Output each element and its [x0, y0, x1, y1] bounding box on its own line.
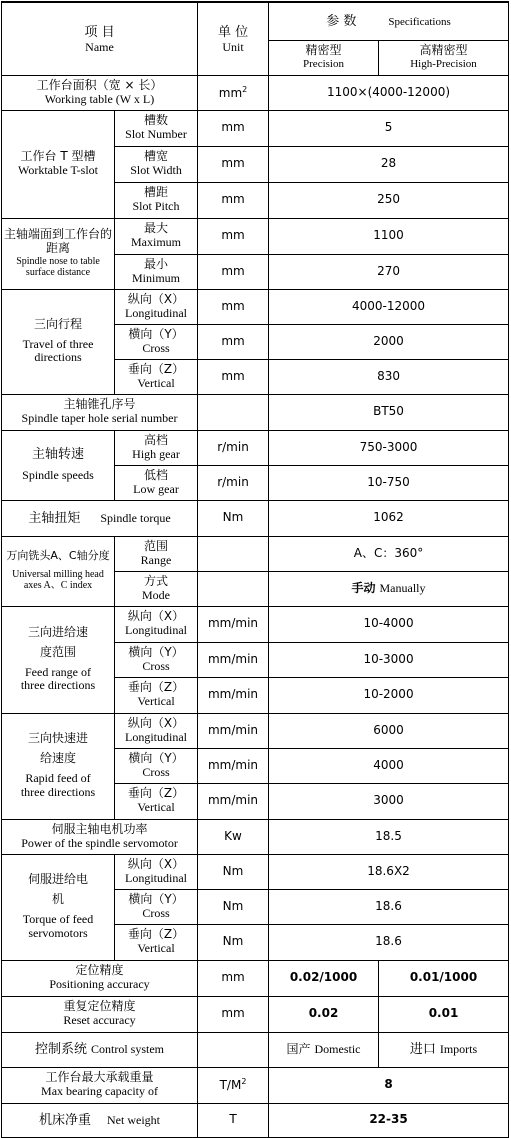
tslot-en: Worktable T-slot — [17, 163, 99, 177]
control-precision-cn: 国产 — [286, 1042, 311, 1057]
slot-number-en: Slot Number — [125, 127, 187, 141]
nose-max-en: Maximum — [131, 235, 181, 249]
feed-long-label — [115, 606, 198, 642]
rapid-label — [2, 713, 115, 819]
servo-cn2: 机 — [51, 892, 64, 907]
speed-low-value: 10-750 — [269, 465, 509, 500]
control-en: Control system — [91, 1042, 165, 1057]
working-table-cn: 工作台面积（宽 × 长） — [36, 77, 163, 92]
travel-long-en: Longitudinal — [125, 305, 187, 320]
bearing-unit-text: T/M — [219, 1078, 242, 1093]
row-nose-max — [2, 218, 509, 254]
servo-vert-label — [115, 924, 198, 960]
row-working-table — [2, 75, 509, 110]
row-control — [2, 1032, 509, 1067]
nose-min-cn: 最小 — [144, 256, 169, 271]
rapid-cross-cn: 横向（Y） — [128, 750, 184, 765]
rapid-vert-en: Vertical — [137, 800, 175, 814]
header-precision-en: Precision — [303, 58, 344, 71]
feed-cross-cn: 横向（Y） — [128, 644, 184, 659]
header-high-en: High-Precision — [410, 58, 477, 71]
row-travel-long — [2, 289, 509, 324]
servo-long-en: Longitudinal — [125, 870, 187, 885]
bearing-label — [2, 1067, 198, 1103]
speed-high-cn: 高档 — [144, 432, 169, 447]
positioning-precision-value: 0.02/1000 — [269, 960, 379, 996]
weight-value: 22-35 — [269, 1103, 509, 1137]
header-high-precision — [379, 40, 509, 75]
speed-low-cn: 低档 — [144, 467, 169, 482]
control-label — [2, 1032, 198, 1067]
nose-en: Spindle nose to table surface distance — [16, 255, 100, 279]
header-param-cn: 参 数 — [326, 14, 357, 30]
header-name-en: Name — [85, 40, 114, 55]
rapid-cross-label — [115, 748, 198, 783]
weight-cn: 机床净重 — [39, 1112, 92, 1128]
slot-width-value: 28 — [269, 146, 509, 182]
positioning-en: Positioning accuracy — [49, 977, 150, 991]
feed-vert-label — [115, 677, 198, 713]
nose-max-value: 1100 — [269, 218, 509, 254]
row-spindle-torque — [2, 500, 509, 536]
travel-cross-value: 2000 — [269, 324, 509, 359]
power-en: Power of the spindle servomotor — [21, 835, 178, 850]
index-range-label — [115, 536, 198, 571]
taper-label — [2, 394, 198, 430]
travel-cross-unit: mm — [198, 324, 269, 359]
reset-cn: 重复定位精度 — [63, 999, 136, 1014]
row-index-range — [2, 536, 509, 571]
speed-cn: 主轴转速 — [31, 446, 84, 462]
header-high-cn: 高精密型 — [419, 43, 468, 58]
rapid-cn2: 给速度 — [39, 751, 76, 766]
slot-pitch-value: 250 — [269, 182, 509, 218]
travel-cross-en: Cross — [142, 340, 170, 355]
taper-en: Spindle taper hole serial number — [21, 411, 178, 425]
feed-cross-unit: mm/min — [198, 642, 269, 677]
bearing-value: 8 — [269, 1067, 509, 1103]
header-unit — [198, 2, 269, 75]
rapid-long-value: 6000 — [269, 713, 509, 748]
feed-long-value: 10-4000 — [269, 606, 509, 642]
servo-vert-en: Vertical — [137, 941, 175, 955]
speed-low-en: Low gear — [133, 481, 179, 496]
bearing-en: Max bearing capacity of — [41, 1084, 158, 1098]
nose-cn: 主轴端面到工作台的距离 — [4, 227, 113, 255]
reset-en: Reset accuracy — [63, 1013, 136, 1027]
reset-unit: mm — [198, 996, 269, 1032]
servo-vert-cn: 垂向（Z） — [127, 927, 185, 942]
slot-pitch-unit: mm — [198, 182, 269, 218]
travel-vert-value: 830 — [269, 359, 509, 394]
control-high-value — [379, 1032, 509, 1067]
tslot-label — [2, 110, 115, 218]
weight-en: Net weight — [107, 1112, 161, 1127]
control-high-en: Imports — [439, 1042, 478, 1057]
nose-min-label — [115, 254, 198, 289]
nose-label — [2, 218, 115, 289]
reset-high-value: 0.01 — [379, 996, 509, 1032]
travel-vert-cn: 垂向（Z） — [127, 361, 185, 376]
speed-high-value: 750-3000 — [269, 430, 509, 465]
index-range-value: A、C：360° — [269, 536, 509, 571]
bearing-unit-sup: 2 — [241, 1077, 247, 1087]
rapid-cross-unit: mm/min — [198, 748, 269, 783]
slot-number-cn: 槽数 — [144, 113, 169, 128]
torque-unit: Nm — [198, 500, 269, 536]
speed-label — [2, 430, 115, 500]
index-mode-value — [269, 571, 509, 606]
servo-cross-cn: 横向（Y） — [128, 891, 184, 906]
working-table-label — [2, 75, 198, 110]
rapid-vert-value: 3000 — [269, 783, 509, 819]
working-table-unit-sup: 2 — [242, 84, 248, 94]
feed-long-unit: mm/min — [198, 606, 269, 642]
travel-cross-label — [115, 324, 198, 359]
index-mode-value-en: Manually — [379, 581, 426, 596]
index-mode-value-cn: 手动 — [351, 581, 376, 596]
power-value: 18.5 — [269, 819, 509, 854]
travel-vert-en: Vertical — [137, 375, 175, 390]
tslot-cn: 工作台 T 型槽 — [20, 149, 96, 164]
header-precision-cn: 精密型 — [305, 43, 342, 58]
row-slot-number — [2, 110, 509, 146]
power-cn: 伺服主轴电机功率 — [51, 821, 148, 836]
positioning-cn: 定位精度 — [75, 963, 124, 978]
row-spindle-power — [2, 819, 509, 854]
speed-high-label — [115, 430, 198, 465]
index-range-cn: 范围 — [144, 538, 169, 553]
feed-cn2: 度范围 — [39, 644, 76, 659]
feed-vert-unit: mm/min — [198, 677, 269, 713]
speed-high-en: High gear — [132, 446, 180, 461]
positioning-unit: mm — [198, 960, 269, 996]
taper-unit — [198, 394, 269, 430]
index-cn: 万向铣头A、C轴分度 — [6, 549, 110, 563]
rapid-vert-label — [115, 783, 198, 819]
control-cn: 控制系统 — [34, 1042, 87, 1058]
slot-pitch-label — [115, 182, 198, 218]
working-table-unit — [198, 75, 269, 110]
servo-cn1: 伺服进给电 — [27, 872, 88, 887]
index-range-unit — [198, 536, 269, 571]
servo-cross-label — [115, 889, 198, 924]
row-weight — [2, 1103, 509, 1137]
feed-long-cn: 纵向（X） — [127, 609, 185, 624]
header-specifications — [269, 2, 509, 40]
row-positioning — [2, 960, 509, 996]
row-servo-long — [2, 854, 509, 889]
travel-en: Travel of three directions — [22, 336, 94, 365]
working-table-value: 1100×(4000-12000) — [269, 75, 509, 110]
torque-cn: 主轴扭矩 — [28, 510, 81, 526]
feed-cross-value: 10-3000 — [269, 642, 509, 677]
travel-cn: 三向行程 — [33, 316, 82, 331]
feed-cross-label — [115, 642, 198, 677]
row-rapid-long — [2, 713, 509, 748]
rapid-long-unit: mm/min — [198, 713, 269, 748]
slot-pitch-en: Slot Pitch — [132, 199, 180, 213]
feed-vert-cn: 垂向（Z） — [127, 680, 185, 695]
travel-cross-cn: 横向（Y） — [128, 326, 184, 341]
row-spindle-taper — [2, 394, 509, 430]
travel-long-value: 4000-12000 — [269, 289, 509, 324]
travel-long-label — [115, 289, 198, 324]
index-label — [2, 536, 115, 606]
control-unit — [198, 1032, 269, 1067]
header-name — [2, 2, 198, 75]
nose-max-label — [115, 218, 198, 254]
servo-cross-en: Cross — [142, 905, 170, 920]
servo-vert-value: 18.6 — [269, 924, 509, 960]
feed-cn1: 三向进给速 — [27, 624, 88, 639]
travel-long-unit: mm — [198, 289, 269, 324]
bearing-cn: 工作台最大承载重量 — [45, 1070, 154, 1085]
reset-precision-value: 0.02 — [269, 996, 379, 1032]
bearing-unit — [198, 1067, 269, 1103]
travel-vert-label — [115, 359, 198, 394]
index-range-en: Range — [140, 552, 172, 567]
working-table-en: Working table (W x L) — [44, 91, 155, 106]
feed-cross-en: Cross — [142, 658, 170, 673]
nose-min-unit: mm — [198, 254, 269, 289]
slot-number-value: 5 — [269, 110, 509, 146]
index-mode-unit — [198, 571, 269, 606]
weight-label — [2, 1103, 198, 1137]
taper-value: BT50 — [269, 394, 509, 430]
rapid-vert-unit: mm/min — [198, 783, 269, 819]
speed-low-unit: r/min — [198, 465, 269, 500]
header-unit-cn: 单 位 — [217, 24, 249, 40]
servo-en: Torque of feed servomotors — [22, 912, 94, 940]
nose-min-value: 270 — [269, 254, 509, 289]
positioning-high-value: 0.01/1000 — [379, 960, 509, 996]
rapid-cross-en: Cross — [142, 764, 170, 779]
slot-number-label — [115, 110, 198, 146]
travel-vert-unit: mm — [198, 359, 269, 394]
nose-max-cn: 最大 — [144, 221, 169, 236]
slot-number-unit: mm — [198, 110, 269, 146]
nose-min-en: Minimum — [132, 270, 181, 285]
feed-vert-value: 10-2000 — [269, 677, 509, 713]
slot-pitch-cn: 槽距 — [144, 185, 169, 200]
control-precision-en: Domestic — [314, 1042, 361, 1057]
control-high-cn: 进口 — [409, 1042, 436, 1058]
slot-width-label — [115, 146, 198, 182]
travel-long-cn: 纵向（X） — [127, 291, 185, 306]
row-reset — [2, 996, 509, 1032]
slot-width-unit: mm — [198, 146, 269, 182]
servo-long-unit: Nm — [198, 854, 269, 889]
slot-width-en: Slot Width — [130, 163, 182, 177]
power-unit: Kw — [198, 819, 269, 854]
reset-label — [2, 996, 198, 1032]
feed-label — [2, 606, 115, 713]
rapid-long-cn: 纵向（X） — [127, 715, 185, 730]
servo-cross-value: 18.6 — [269, 889, 509, 924]
servo-label — [2, 854, 115, 960]
power-label — [2, 819, 198, 854]
servo-vert-unit: Nm — [198, 924, 269, 960]
speed-low-label — [115, 465, 198, 500]
taper-cn: 主轴锥孔序号 — [63, 397, 136, 412]
feed-vert-en: Vertical — [137, 694, 175, 708]
torque-value: 1062 — [269, 500, 509, 536]
servo-long-value: 18.6X2 — [269, 854, 509, 889]
control-precision-value — [269, 1032, 379, 1067]
header-row — [2, 2, 509, 40]
row-feed-long — [2, 606, 509, 642]
speed-high-unit: r/min — [198, 430, 269, 465]
speed-en: Spindle speeds — [22, 467, 94, 482]
servo-long-cn: 纵向（X） — [127, 856, 185, 871]
torque-label — [2, 500, 198, 536]
index-en: Universal milling head axes A、C index — [12, 568, 104, 592]
nose-max-unit: mm — [198, 218, 269, 254]
travel-label — [2, 289, 115, 394]
rapid-cn1: 三向快速进 — [27, 731, 88, 746]
rapid-en: Rapid feed of three directions — [20, 771, 96, 799]
index-mode-en: Mode — [142, 587, 170, 602]
header-name-cn: 项 目 — [84, 24, 115, 40]
rapid-cross-value: 4000 — [269, 748, 509, 783]
specification-table — [1, 1, 509, 1138]
header-precision — [269, 40, 379, 75]
working-table-unit-text: mm — [218, 85, 243, 100]
index-mode-label — [115, 571, 198, 606]
row-speed-high — [2, 430, 509, 465]
index-mode-cn: 方式 — [144, 573, 169, 588]
slot-width-cn: 槽宽 — [144, 149, 169, 164]
rapid-vert-cn: 垂向（Z） — [127, 786, 185, 801]
row-bearing — [2, 1067, 509, 1103]
header-param-en: Specifications — [388, 16, 451, 29]
feed-en: Feed range of three directions — [20, 664, 96, 693]
rapid-long-label — [115, 713, 198, 748]
torque-en: Spindle torque — [100, 510, 171, 525]
weight-unit: T — [198, 1103, 269, 1137]
header-unit-en: Unit — [222, 40, 244, 55]
servo-long-label — [115, 854, 198, 889]
rapid-long-en: Longitudinal — [125, 729, 187, 744]
servo-cross-unit: Nm — [198, 889, 269, 924]
feed-long-en: Longitudinal — [125, 623, 187, 637]
positioning-label — [2, 960, 198, 996]
